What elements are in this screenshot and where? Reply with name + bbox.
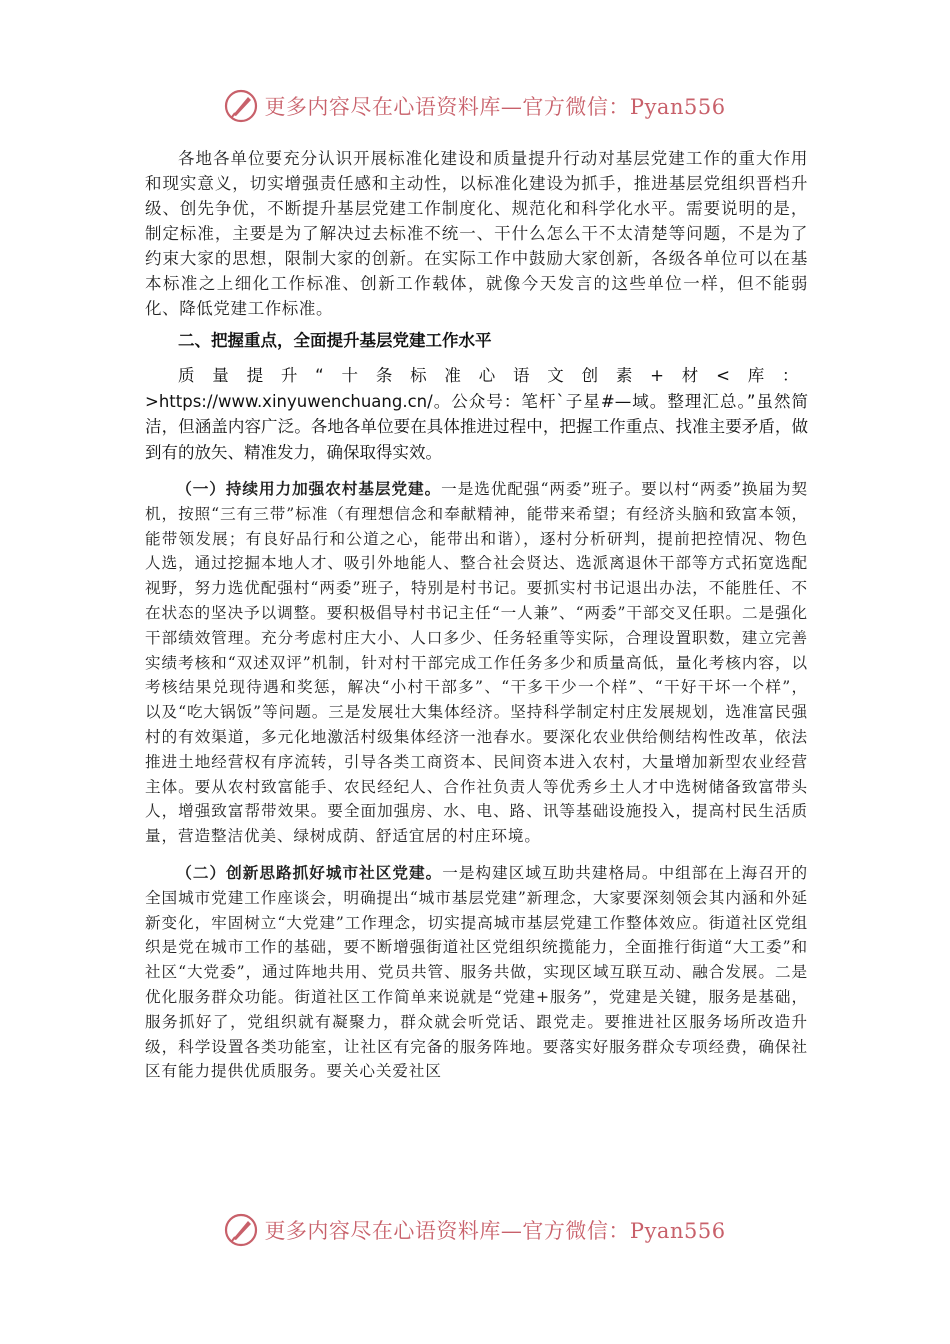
urban-body-text: 一是构建区域互助共建格局。中组部在上海召开的全国城市党建工作座谈会，明确提出“城市基层党建”新理念，大家要深刻领会其内涵和外延新变化，牢固树立“大党建”工作理念，切实提高城市基层党建工作整体效应。街道社区党组织是党在城市工作的基础，要不断增强街道社区党组织统揽能力，全面推行街道“大工委”和社区“大党委”，通过阵地共用、党员共管、服务共做，实现区域互联互动、融合发展。二是优化服务群众功能。街道社区工作简单来说就是“党建+服务”，党建是关键，服务是基础，服务抓好了，党组织就有凝聚力，群众就会听党话、跟党走。要推进社区服务场所改造升级，科学设置各类功能室，让社区有完备的服务阵地。要落实好服务群众专项经费，确保社区有能力提供优质服务。要关心关爱社区 — [145, 863, 808, 1081]
document-body — [145, 146, 808, 1084]
rural-body-text: 一是选优配强“两委”班子。要以村“两委”换届为契机，按照“三有三带”标准（有理想信念和奉献精神，能带来希望；有经济头脑和致富本领，能带领发展；有良好品行和公道之心，能带出和谐），逐村分析研判，提前把控情况、物色人选，通过挖掘本地人才、吸引外地能人、整合社会贤达、选派离退休干部等方式拓宽选配视野，努力选优配强村“两委”班子，特别是村书记。要抓实村书记退出办法，不能胜任、不在状态的坚决予以调整。要积极倡导村书记主任“一人兼”、“两委”干部交叉任职。二是强化干部绩效管理。充分考虑村庄大小、人口多少、任务轻重等实际，合理设置职数，建立完善实绩考核和“双述双评”机制，针对村干部完成工作任务多少和质量高低，量化考核内容，以考核结果兑现待遇和奖惩，解决“小村干部多”、“干多干少一个样”、“干好干坏一个样”，以及“吃大锅饭”等问题。三是发展壮大集体经济。坚持科学制定村庄发展规划，选准富民强村的有效渠道，多元化地激活村级集体经济一池春水。要深化农业供给侧结构性改革，依法推进土地经营权有序流转，引导各类工商资本、民间资本进入农村，大量增加新型农业经营主体。要从农村致富能手、农民经纪人、合作社负责人等优秀乡土人才中选树储备致富带头人，增强致富帮带效果。要全面加强房、水、电、路、讯等基础设施投入，提高村民生活质量，营造整洁优美、绿树成荫、舒适宜居的村庄环境。 — [145, 480, 808, 846]
paragraph-standardization: 各地各单位要充分认识开展标准化建设和质量提升行动对基层党建工作的重大作用和现实意义，切实增强责任感和主动性，以标准化建设为抓手，推进基层党组织晋档升级、创先争优，不断提升基层党建工作制度化、规范化和科学化水平。需要说明的是，制定标准，主要是为了解决过去标准不统一、干什么怎么干不太清楚等问题，不是为了约束大家的思想，限制大家的创新。在实际工作中鼓励大家创新，各级各单位可以在基本标准之上细化工作标准、创新工作载体，就像今天发言的这些单位一样，但不能弱化、降低党建工作标准。 — [145, 149, 808, 318]
subheading-rural: （一）持续用力加强农村基层党建。 — [176, 479, 442, 498]
paragraph-ten-standards — [145, 363, 808, 465]
quill-pen-icon — [224, 1213, 258, 1247]
footer-banner — [0, 1204, 950, 1256]
subheading-urban: （二）创新思路抓好城市社区党建。 — [176, 862, 443, 882]
header-banner — [0, 80, 950, 132]
banner-text: 更多内容尽在心语资料库—官方微信：Pyan556 — [264, 95, 726, 119]
section-heading: 二、把握重点，全面提升基层党建工作水平 — [178, 331, 492, 350]
paragraph-ten-standards-rest: >https://www.xinyuwenchuang.cn/。公众号：笔杆`子星#—域。整理汇总。”虽然简洁，但涵盖内容广泛。各地各单位要在具体推进过程中，把握工作重点、找准主要矛盾，做到有的放矢、精准发力，确保取得实效。 — [145, 391, 808, 462]
banner-text: 更多内容尽在心语资料库—官方微信：Pyan556 — [264, 1219, 726, 1243]
quill-pen-icon — [224, 89, 258, 123]
paragraph-rural-party-building — [145, 477, 808, 849]
paragraph-ten-standards-start: 质量提升“十条标准心语文创素+材<库： — [178, 366, 808, 385]
paragraph-urban-community — [145, 861, 808, 1084]
